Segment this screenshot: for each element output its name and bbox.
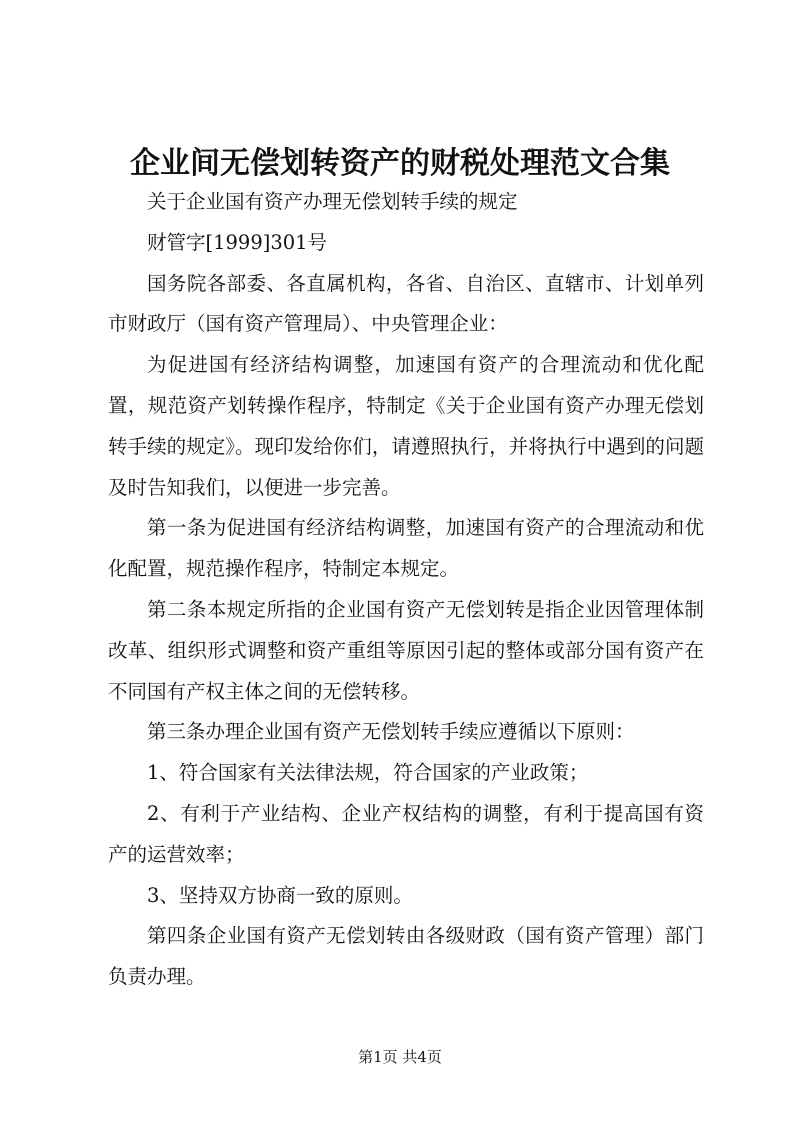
- paragraph-article-1: 第一条为促进国有经济结构调整，加速国有资产的合理流动和优化配置，规范操作程序，特制定本规定。: [108, 516, 704, 581]
- paragraph-principle-1: 1、符合国家有关法律法规，符合国家的产业政策；: [147, 761, 589, 785]
- paragraph-principle-2: 2、有利于产业结构、企业产权结构的调整，有利于提高国有资产的运营效率；: [108, 801, 704, 866]
- paragraph-document-number: 财管字[1999]301号: [147, 230, 328, 254]
- paragraph-preamble: 为促进国有经济结构调整，加速国有资产的合理流动和优化配置，规范资产划转操作程序，特制定《关于企业国有资产办理无偿划转手续的规定》。现印发给你们，请遵照执行，并将执行中遇到的问题及时告知我们，以便进一步完善。: [108, 353, 704, 499]
- document-body: [108, 182, 704, 998]
- paragraph-subtitle: 关于企业国有资产办理无偿划转手续的规定: [147, 190, 518, 213]
- document-title: 企业间无偿划转资产的财税处理范文合集: [130, 146, 670, 181]
- paragraph-article-2: 第二条本规定所指的企业国有资产无偿划转是指企业因管理体制改革、组织形式调整和资产重组等原因引起的整体或部分国有资产在不同国有产权主体之间的无偿转移。: [108, 597, 704, 703]
- paragraph-article-4: 第四条企业国有资产无偿划转由各级财政（国有资产管理）部门负责办理。: [108, 924, 704, 989]
- page-footer: 第1页 共4页: [358, 1048, 442, 1066]
- paragraph-article-3: 第三条办理企业国有资产无偿划转手续应遵循以下原则：: [147, 720, 635, 744]
- paragraph-principle-3: 3、坚持双方协商一致的原则。: [147, 883, 413, 907]
- paragraph-addressees: 国务院各部委、各直属机构，各省、自治区、直辖市、计划单列市财政厅（国有资产管理局）、中央管理企业：: [108, 271, 704, 336]
